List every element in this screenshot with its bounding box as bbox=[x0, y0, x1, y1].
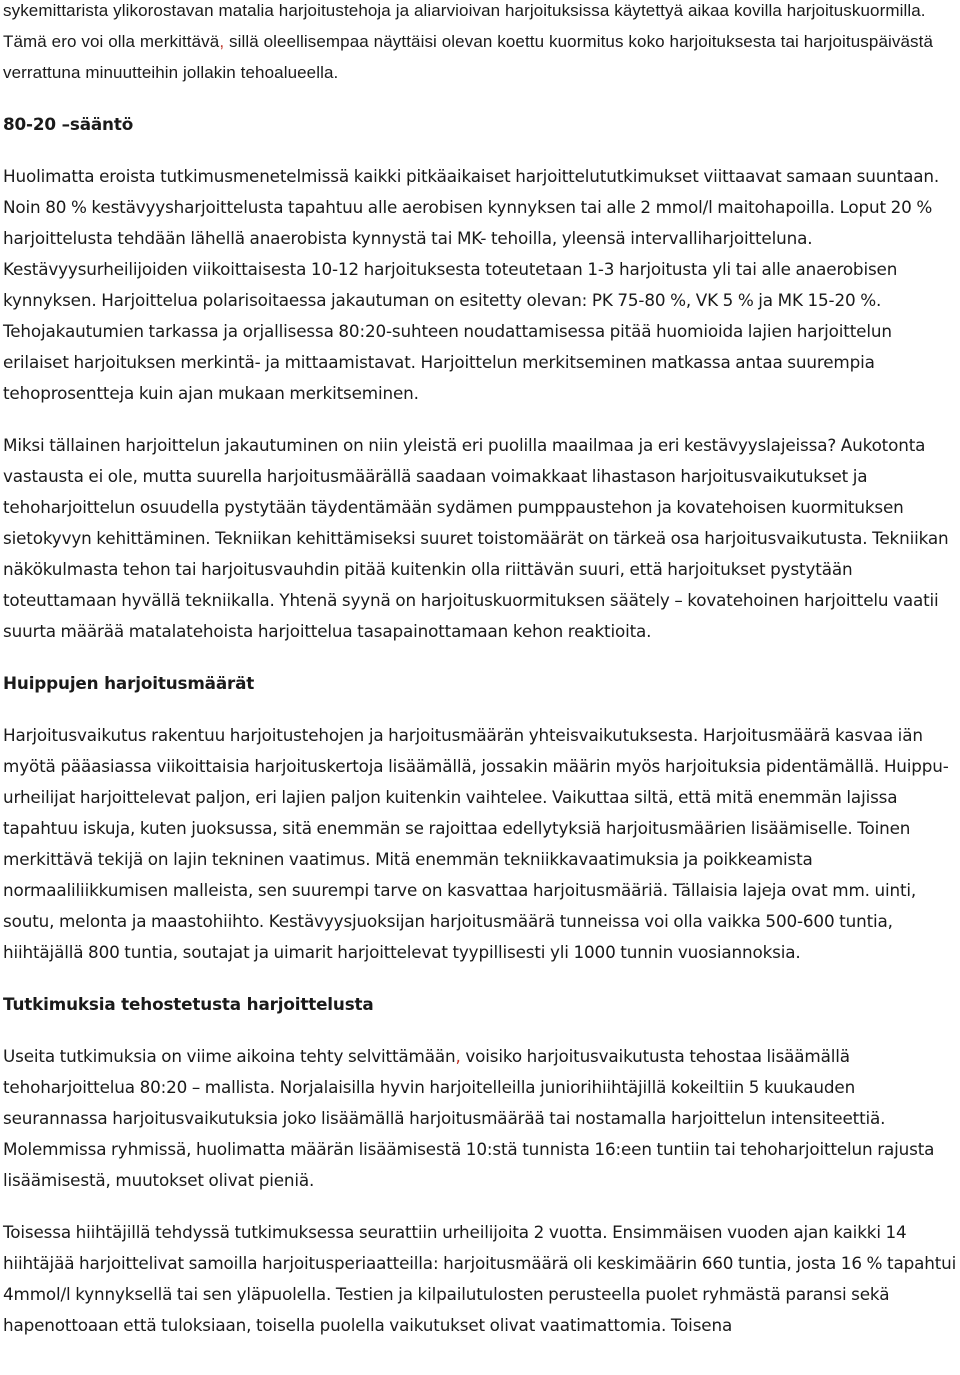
intro-paragraph bbox=[3, 0, 957, 88]
section-heading-tutkimuksia: Tutkimuksia tehostetusta harjoittelusta bbox=[3, 994, 374, 1014]
section-heading-80-20: 80-20 –sääntö bbox=[3, 114, 134, 134]
intro-text-part1: sykemittarista ylikorostavan matalia harjoitustehoja ja aliarvioivan harjoituksissa käytettyä aikaa kovilla harjoituskuormilla. Tämä ero voi olla merkittävä bbox=[3, 1, 926, 51]
section3-paragraph-2: Toisessa hiihtäjillä tehdyssä tutkimuksessa seurattiin urheilijoita 2 vuotta. Ensimmäisen vuoden ajan kaikki 14 hiihtäjää harjoittelivat samoilla harjoitusperiaatteilla: harjoitusmäärä oli keskimäärin 660 tuntia, josta 16 % tapahtui 4mmol/l kynnyksellä tai sen yläpuolella. Testien ja kilpailutulosten perusteella puolet ryhmästä paransi sekä hapenottoaan että tuloksiaan, toisella puolella vaikutukset olivat vaatimattomia. Toisena bbox=[3, 1222, 957, 1335]
section3-paragraph-1 bbox=[3, 1041, 957, 1196]
section1-paragraph-1: Huolimatta eroista tutkimusmenetelmissä kaikki pitkäaikaiset harjoittelututkimukset viittaavat samaan suuntaan. Noin 80 % kestävyysharjoittelusta tapahtuu alle aerobisen kynnyksen tai alle 2 mmol/l maitohapoilla. Loput 20 % harjoittelusta tehdään lähellä anaerobista kynnystä tai MK- tehoilla, yleensä intervalliharjoitteluna. Kestävyysurheilijoiden viikoittaisesta 10-12 harjoituksesta toteutetaan 1-3 harjoitusta yli tai alle anaerobisen kynnyksen. Harjoittelua polarisoitaessa jakautuman on esitetty olevan: PK 75-80 %, VK 5 % ja MK 15-20 %. Tehojakautumien tarkassa ja orjallisessa 80:20-suhteen noudattamisessa pitää huomioida lajien harjoittelun erilaiset harjoituksen merkintä- ja mittaamistavat. Harjoittelun merkitseminen matkassa antaa suurempia tehoprosentteja kuin ajan mukaan merkitseminen. bbox=[3, 166, 940, 403]
intro-text-part2: sillä oleellisempaa näyttäisi olevan koettu kuormitus koko harjoituksesta tai harjoituspäivästä verrattuna minuutteihin jollakin tehoalueella. bbox=[3, 32, 934, 82]
intro-comma: , bbox=[219, 32, 225, 51]
document-page bbox=[3, 0, 957, 1341]
section2-paragraph-1: Harjoitusvaikutus rakentuu harjoitustehojen ja harjoitusmäärän yhteisvaikutuksesta. Harjoitusmäärä kasvaa iän myötä pääasiassa viikoittaisia harjoituskertoja lisäämällä, jossakin määrin myös harjoituksia pidentämällä. Huippu-urheilijat harjoittelevat paljon, eri lajien paljon kuitenkin vaihtelee. Vaikuttaa siltä, että mitä enemmän lajissa tapahtuu iskuja, kuten juoksussa, sitä enemmän se rajoittaa edellytyksiä harjoitusmäärien lisäämiselle. Toinen merkittävä tekijä on lajin tekninen vaatimus. Mitä enemmän tekniikkavaatimuksia ja poikkeamista normaaliliikkumisen malleista, sen suurempi tarve on kasvattaa harjoitusmääriä. Tällaisia lajeja ovat mm. uinti, soutu, melonta ja maastohiihto. Kestävyysjuoksijan harjoitusmäärä tunneissa voi olla vaikka 500-600 tuntia, hiihtäjällä 800 tuntia, soutajat ja uimarit harjoittelevat tyypillisesti yli 1000 tunnin vuosiannoksia. bbox=[3, 725, 949, 962]
section-heading-harjoitusmaarat: Huippujen harjoitusmäärät bbox=[3, 673, 255, 693]
section3-p1-part2: voisiko harjoitusvaikutusta tehostaa lisäämällä tehoharjoittelua 80:20 – mallista. Norjalaisilla hyvin harjoitelleilla juniorihiihtäjillä kokeiltiin 5 kuukauden seurannassa harjoitusvaikutuksia joko lisäämällä harjoitusmäärää tai nostamalla harjoittelun intensiteettiä. Molemmissa ryhmissä, huolimatta määrän lisäämisestä 10:stä tunnista 16:een tuntiin tai tehoharjoittelun rajusta lisäämisestä, muutokset olivat pieniä. bbox=[3, 1046, 935, 1190]
section1-paragraph-2: Miksi tällainen harjoittelun jakautuminen on niin yleistä eri puolilla maailmaa ja eri kestävyyslajeissa? Aukotonta vastausta ei ole, mutta suurella harjoitusmäärällä saadaan voimakkaat lihastason harjoitusvaikutukset ja tehoharjoittelun osuudella pystytään täydentämään sydämen pumppaustehon ja kovatehoisen kuormituksen sietokyvyn kehittäminen. Tekniikan kehittämiseksi suuret toistomäärät on tärkeä osa harjoitusvaikutusta. Tekniikan näkökulmasta tehon tai harjoitusvauhdin pitää kuitenkin olla riittävän suuri, että harjoitukset pystytään toteuttamaan hyvällä tekniikalla. Yhtenä syynä on harjoituskuormituksen säätely – kovatehoinen harjoittelu vaatii suurta määrää matalatehoista harjoittelua tasapainottamaan kehon reaktioita. bbox=[3, 435, 949, 641]
section3-p1-part1: Useita tutkimuksia on viime aikoina tehty selvittämään bbox=[3, 1046, 456, 1066]
section3-p1-comma: , bbox=[455, 1046, 461, 1066]
